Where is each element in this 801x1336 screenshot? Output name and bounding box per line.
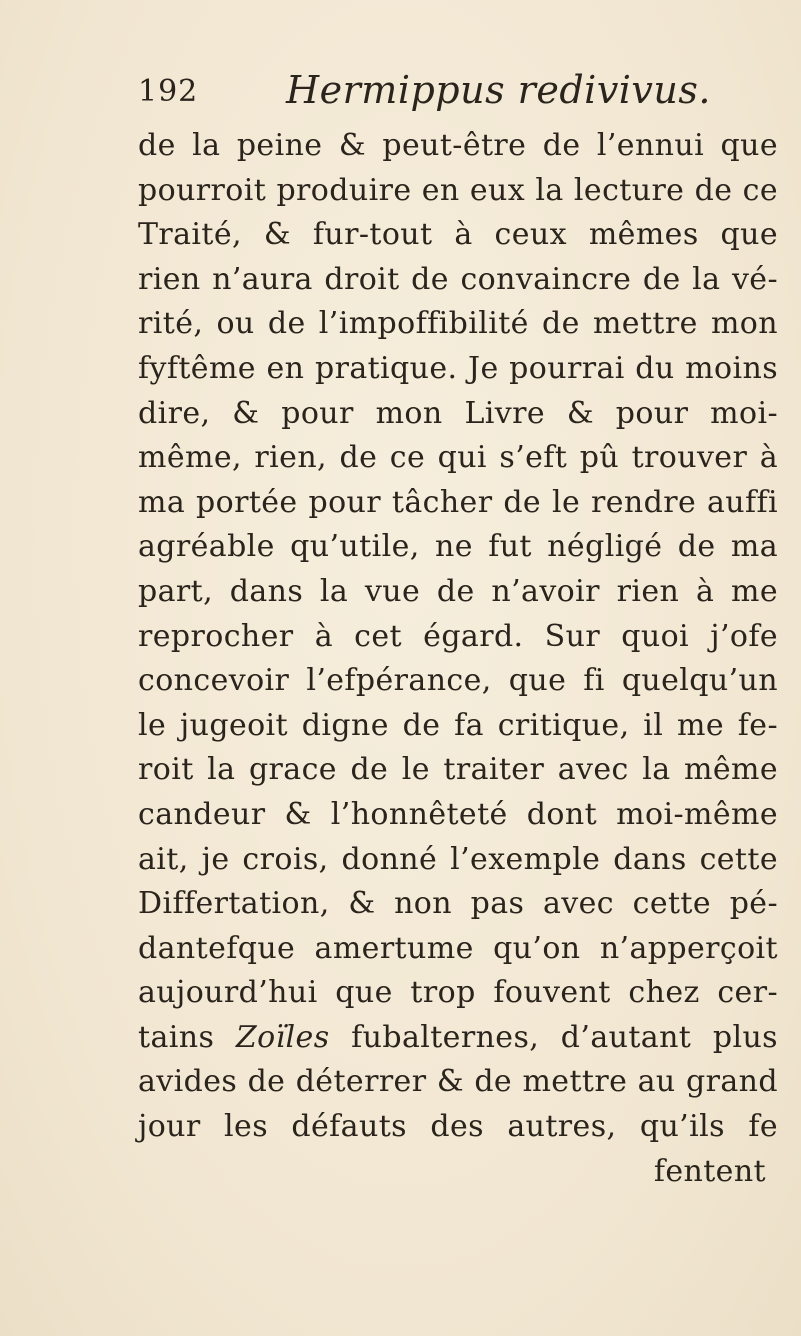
text-line: Traité, & fur-tout à ceux mêmes que	[138, 217, 778, 253]
text-line: agréable qu’utile, ne fut négligé de ma	[138, 529, 778, 565]
page-number: 192	[138, 74, 199, 109]
text-line: ait, je crois, donné l’exemple dans cette	[138, 841, 778, 877]
running-head: Hermippus redivivus.	[286, 68, 711, 112]
page-header	[138, 68, 758, 118]
text-line: de la peine & peut-être de l’ennui que	[138, 128, 778, 163]
text-line: pourroit produire en eux la lecture de ce	[138, 172, 778, 208]
text-line: dire, & pour mon Livre & pour moi-	[138, 395, 778, 431]
text-line: Differtation, & non pas avec cette pé-	[138, 886, 778, 922]
text-segment: tains	[138, 1019, 236, 1055]
text-line: ma portée pour tâcher de le rendre auffi	[138, 484, 778, 520]
text-line: concevoir l’efpérance, que fi quelqu’un	[138, 663, 778, 699]
text-line: rien n’aura droit de convaincre de la vé-	[138, 261, 778, 297]
text-line: dantefque amertume qu’on n’apperçoit	[138, 930, 778, 966]
text-line: roit la grace de le traiter avec la même	[138, 752, 778, 788]
body-text	[138, 124, 778, 1194]
text-segment: fubalternes, d’autant plus	[329, 1019, 778, 1055]
text-line: le jugeoit digne de fa critique, il me fe-	[138, 707, 778, 743]
italic-name: Zoïles	[235, 1019, 330, 1055]
text-line	[138, 1016, 778, 1061]
catchword: fentent	[653, 1153, 766, 1189]
text-line: aujourd’hui que trop fouvent chez cer-	[138, 975, 778, 1011]
text-line: avides de déterrer & de mettre au grand	[138, 1064, 778, 1100]
text-line: fyftême en pratique. Je pourrai du moins	[138, 350, 778, 386]
text-line: reprocher à cet égard. Sur quoi j’ofe	[138, 618, 778, 654]
text-line: candeur & l’honnêteté dont moi-même	[138, 796, 778, 832]
text-line: même, rien, de ce qui s’eft pû trouver à	[138, 440, 778, 476]
text-line: part, dans la vue de n’avoir rien à me	[138, 573, 778, 609]
text-line: rité, ou de l’impoffibilité de mettre mon	[138, 306, 778, 342]
text-line: jour les défauts des autres, qu’ils fe	[138, 1109, 778, 1145]
